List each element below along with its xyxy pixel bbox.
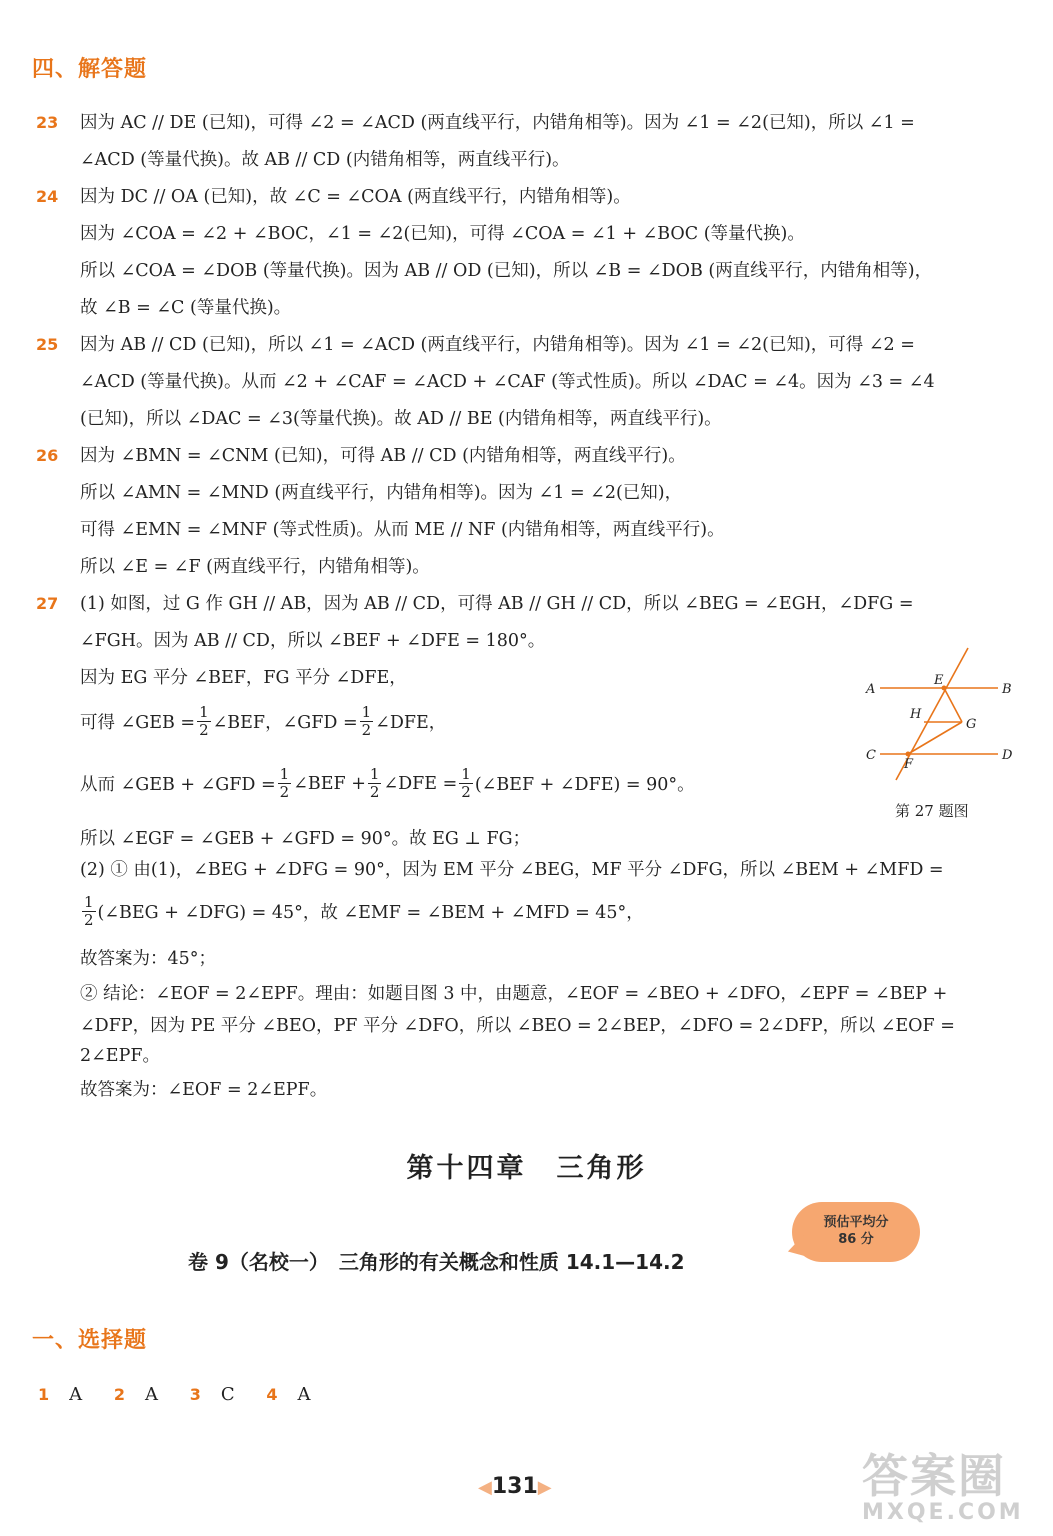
segment-eg xyxy=(944,688,962,722)
problem-number: 23 xyxy=(36,113,59,132)
problem-number: 26 xyxy=(36,446,59,465)
problem-text-line: 因为 ∠COA = ∠2 + ∠BOC，∠1 = ∠2(已知)，可得 ∠COA = ∠1 + ∠BOC (等量代换)。 xyxy=(80,224,805,244)
fraction-numerator: 1 xyxy=(361,703,372,721)
badge-line: 86 分 xyxy=(838,1232,874,1247)
problem-formula-line xyxy=(80,704,446,739)
problem-number: 27 xyxy=(36,594,59,613)
answer-number: 1 xyxy=(38,1385,50,1404)
answer-number: 2 xyxy=(113,1385,126,1404)
formula-text: ∠DFE， xyxy=(375,713,447,733)
problem-text-line: 因为 AB // CD (已知)，所以 ∠1 = ∠ACD (两直线平行，内错角相等)。因为 ∠1 = ∠2(已知)，可得 ∠2 = xyxy=(80,335,915,355)
problem-text-line: 因为 DC // OA (已知)，故 ∠C = ∠COA (两直线平行，内错角相等)。 xyxy=(80,187,631,207)
segment-fg xyxy=(908,722,962,754)
formula-text: ∠DFE = xyxy=(383,773,458,794)
problem-text-line: 因为 EG 平分 ∠BEF，FG 平分 ∠DFE， xyxy=(80,668,407,688)
fraction-half xyxy=(459,766,473,801)
label-a: A xyxy=(866,682,876,697)
problem-text-line: 所以 ∠COA = ∠DOB (等量代换)。因为 AB // OD (已知)，所以 ∠B = ∠DOB (两直线平行，内错角相等)， xyxy=(80,261,933,281)
fraction-half xyxy=(278,766,292,801)
formula-text: 可得 ∠GEB = xyxy=(80,713,196,733)
problem-text-line: ∠ACD (等量代换)。从而 ∠2 + ∠CAF = ∠ACD + ∠CAF (等式性质)。所以 ∠DAC = ∠4。因为 ∠3 = ∠4 xyxy=(80,372,935,392)
answer-value: A xyxy=(145,1384,159,1405)
problem-formula-line xyxy=(80,894,644,929)
label-e: E xyxy=(934,673,944,688)
formula-text: 从而 ∠GEB + ∠GFD = xyxy=(80,775,276,795)
fraction-numerator: 1 xyxy=(84,893,94,911)
watermark-logo: 答案圈 xyxy=(862,1449,1006,1503)
watermark xyxy=(862,1440,1024,1525)
problem-text-line: 故答案为：∠EOF = 2∠EPF。 xyxy=(80,1080,328,1100)
label-g: G xyxy=(966,717,977,732)
page-number xyxy=(478,1474,552,1499)
problem-text-line: (1) 如图，过 G 作 GH // AB，因为 AB // CD，可得 AB // GH // CD，所以 ∠BEG = ∠EGH，∠DFG = xyxy=(80,594,914,614)
problem-text-line: ② 结论：∠EOF = 2∠EPF。理由：如题目图 3 中，由题意，∠EOF = ∠BEO + ∠DFO，∠EPF = ∠BEP + xyxy=(80,984,948,1004)
fraction-numerator: 1 xyxy=(279,765,290,783)
fraction-denominator: 2 xyxy=(361,721,372,739)
label-b: B xyxy=(1002,682,1012,697)
label-f: F xyxy=(904,757,914,772)
page-number-text: 131 xyxy=(491,1474,538,1499)
formula-text: ∠BEF，∠GFD = xyxy=(212,713,358,733)
problem-27-figure xyxy=(858,642,1028,792)
watermark-url: MXQE.COM xyxy=(862,1500,1024,1525)
problem-text-line: 故 ∠B = ∠C (等量代换)。 xyxy=(80,298,292,318)
problem-text-line: 所以 ∠AMN = ∠MND (两直线平行，内错角相等)。因为 ∠1 = ∠2(已知)， xyxy=(80,483,683,503)
problem-text-line: (已知)，所以 ∠DAC = ∠3(等量代换)。故 AD // BE (内错角相等，两直线平行)。 xyxy=(80,409,722,429)
problem-text-line: 可得 ∠EMN = ∠MNF (等式性质)。从而 ME // NF (内错角相等，两直线平行)。 xyxy=(80,520,725,540)
fraction-denominator: 2 xyxy=(84,911,94,929)
answer-value: A xyxy=(297,1384,311,1405)
fraction-half xyxy=(360,704,374,739)
fraction-denominator: 2 xyxy=(369,783,380,801)
answer-number: 3 xyxy=(189,1385,201,1404)
problem-number: 24 xyxy=(36,187,59,206)
section-title-choice: 一、选择题 xyxy=(32,1328,148,1353)
badge-line: 预估平均分 xyxy=(823,1215,889,1230)
problem-formula-line xyxy=(80,766,695,801)
label-c: C xyxy=(866,748,876,763)
problem-text-line: ∠DFP，因为 PE 平分 ∠BEO，PF 平分 ∠DFO，所以 ∠BEO = 2∠BEP，∠DFO = 2∠DFP，所以 ∠EOF = xyxy=(80,1016,955,1036)
fraction-denominator: 2 xyxy=(199,721,209,739)
point-f xyxy=(906,752,911,757)
problem-text-line: 因为 AC // DE (已知)，可得 ∠2 = ∠ACD (两直线平行，内错角相等)。因为 ∠1 = ∠2(已知)，所以 ∠1 = xyxy=(80,113,915,133)
fraction-numerator: 1 xyxy=(461,765,471,783)
arrow-left-icon: ◀ xyxy=(478,1477,492,1498)
fraction-numerator: 1 xyxy=(369,765,380,783)
problem-text-line: ∠ACD (等量代换)。故 AB // CD (内错角相等，两直线平行)。 xyxy=(80,150,570,170)
fraction-numerator: 1 xyxy=(199,703,209,721)
answer-number: 4 xyxy=(266,1385,278,1404)
formula-text: (∠BEG + ∠DFG) = 45°，故 ∠EMF = ∠BEM + ∠MFD = 45°， xyxy=(97,903,644,923)
label-h: H xyxy=(910,707,922,722)
fraction-denominator: 2 xyxy=(461,783,471,801)
problem-text-line: 所以 ∠EGF = ∠GEB + ∠GFD = 90°。故 EG ⊥ FG； xyxy=(80,829,531,849)
answer-value: A xyxy=(69,1384,83,1405)
problem-text-line: 2∠EPF。 xyxy=(80,1046,160,1066)
formula-text: ∠BEF + xyxy=(293,773,366,794)
section-title-answers: 四、解答题 xyxy=(32,57,148,82)
answer-list xyxy=(38,1384,337,1405)
estimated-score-badge xyxy=(792,1202,920,1262)
formula-text: (∠BEF + ∠DFE) = 90°。 xyxy=(474,775,695,795)
label-d: D xyxy=(1002,748,1013,763)
figure-caption: 第 27 题图 xyxy=(895,802,969,820)
fraction-half xyxy=(82,894,96,929)
fraction-half xyxy=(368,766,382,801)
problem-text-line: 所以 ∠E = ∠F (两直线平行，内错角相等)。 xyxy=(80,557,430,577)
fraction-half xyxy=(197,704,211,739)
problem-number: 25 xyxy=(36,335,59,354)
problem-text-line: ∠FGH。因为 AB // CD，所以 ∠BEF + ∠DFE = 180°。 xyxy=(80,631,546,651)
arrow-right-icon: ▶ xyxy=(537,1477,552,1498)
chapter-title: 第十四章 三角形 xyxy=(406,1153,647,1184)
answer-value: C xyxy=(220,1384,235,1405)
problem-text-line: 故答案为：45°； xyxy=(80,949,217,969)
problem-text-line: (2) ① 由(1)，∠BEG + ∠DFG = 90°，因为 EM 平分 ∠BEG，MF 平分 ∠DFG，所以 ∠BEM + ∠MFD = xyxy=(80,860,944,880)
fraction-denominator: 2 xyxy=(279,783,290,801)
paper-title: 卷 9（名校一） 三角形的有关概念和性质 14.1—14.2 xyxy=(188,1250,685,1274)
problem-text-line: 因为 ∠BMN = ∠CNM (已知)，可得 AB // CD (内错角相等，两直线平行)。 xyxy=(80,446,686,466)
